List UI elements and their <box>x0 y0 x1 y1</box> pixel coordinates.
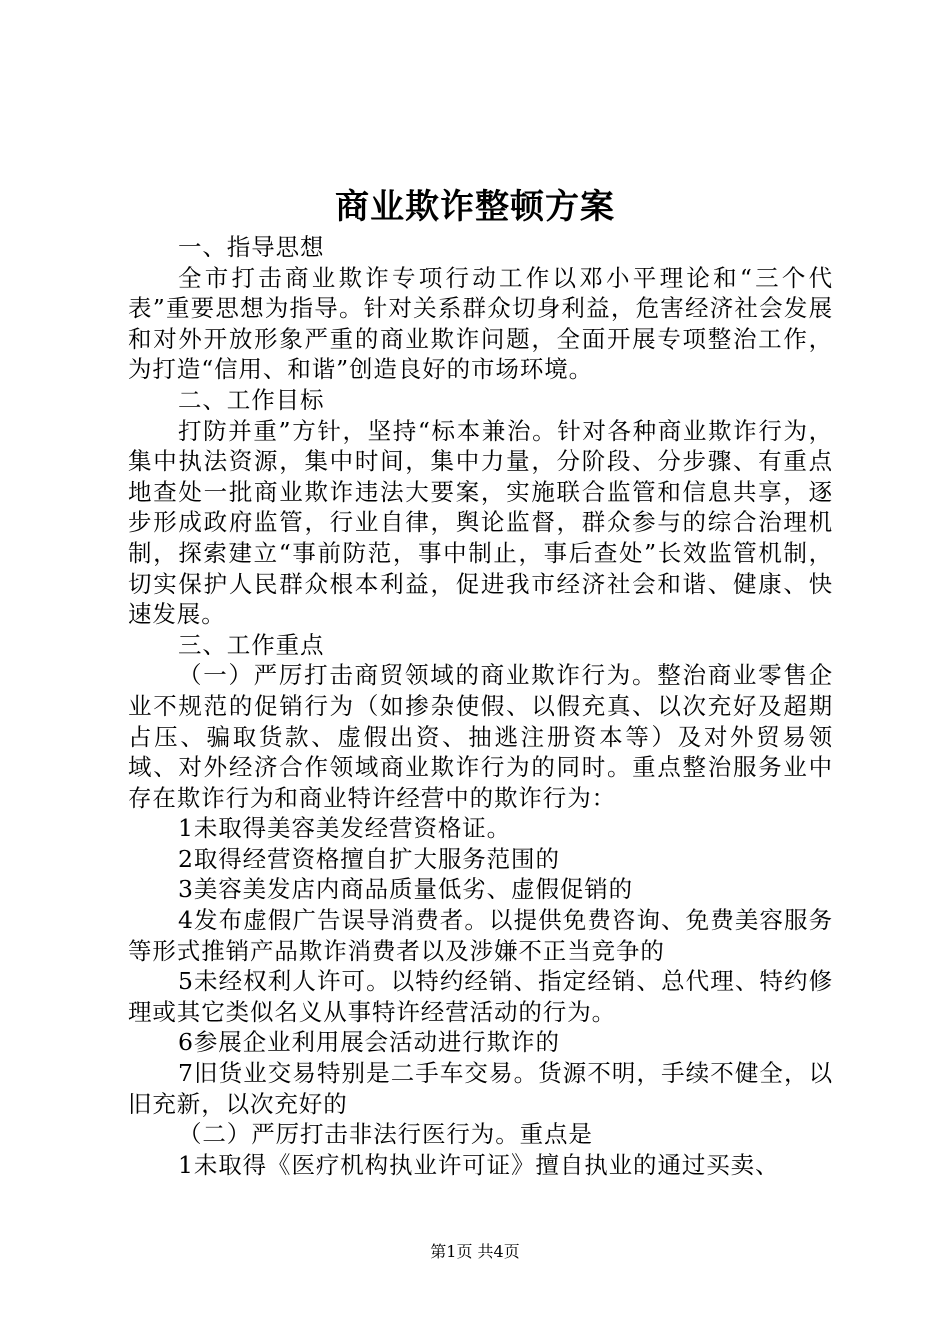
list-item: 1未取得美容美发经营资格证。 <box>178 814 512 843</box>
list-item: 5未经权利人许可。以特约经销、指定经销、总代理、特约修理或其它类似名义从事特许经营活动的行为。 <box>128 967 833 1026</box>
list-item: 1未取得《医疗机构执业许可证》擅自执业的通过买卖、 <box>178 1150 780 1179</box>
list-item: 6参展企业利用展会活动进行欺诈的 <box>178 1028 560 1057</box>
document-title: 商业欺诈整顿方案 <box>335 187 615 227</box>
page-footer: 第1页 共4页 <box>430 1242 520 1261</box>
paragraph: （一）严厉打击商贸领域的商业欺诈行为。整治商业零售企业不规范的促销行为（如掺杂使假、以假充真、以次充好及超期占压、骗取货款、虚假出资、抽逃注册资本等）及对外贸易领域、对外经济合作领域商业欺诈行为的同时。重点整治服务业中存在欺诈行为和商业特许经营中的欺诈行为： <box>128 661 833 812</box>
heading-work-goals: 二、工作目标 <box>178 385 325 414</box>
document-body <box>128 232 833 1180</box>
paragraph: 全市打击商业欺诈专项行动工作以邓小平理论和“三个代表”重要思想为指导。针对关系群众切身利益，危害经济社会发展和对外开放形象严重的商业欺诈问题，全面开展专项整治工作，为打造“信用、和谐”创造良好的市场环境。 <box>128 263 833 384</box>
paragraph: 打防并重”方针，坚持“标本兼治。针对各种商业欺诈行为，集中执法资源，集中时间，集中力量，分阶段、分步骤、有重点地查处一批商业欺诈违法大要案，实施联合监管和信息共享，逐步形成政府监管，行业自律，舆论监督，群众参与的综合治理机制，探索建立“事前防范，事中制止，事后查处”长效监管机制，切实保护人民群众根本利益，促进我市经济社会和谐、健康、快速发展。 <box>128 416 833 629</box>
list-item: 7旧货业交易特别是二手车交易。货源不明，手续不健全，以旧充新，以次充好的 <box>128 1059 833 1118</box>
heading-work-focus: 三、工作重点 <box>178 630 325 659</box>
subheading: （二）严厉打击非法行医行为。重点是 <box>178 1120 593 1149</box>
list-item: 3美容美发店内商品质量低劣、虚假促销的 <box>178 875 634 904</box>
list-item: 2取得经营资格擅自扩大服务范围的 <box>178 844 560 873</box>
list-item: 4发布虚假广告误导消费者。以提供免费咨询、免费美容服务等形式推销产品欺诈消费者以及涉嫌不正当竞争的 <box>128 906 833 965</box>
heading-guiding-thought: 一、指导思想 <box>178 233 325 261</box>
